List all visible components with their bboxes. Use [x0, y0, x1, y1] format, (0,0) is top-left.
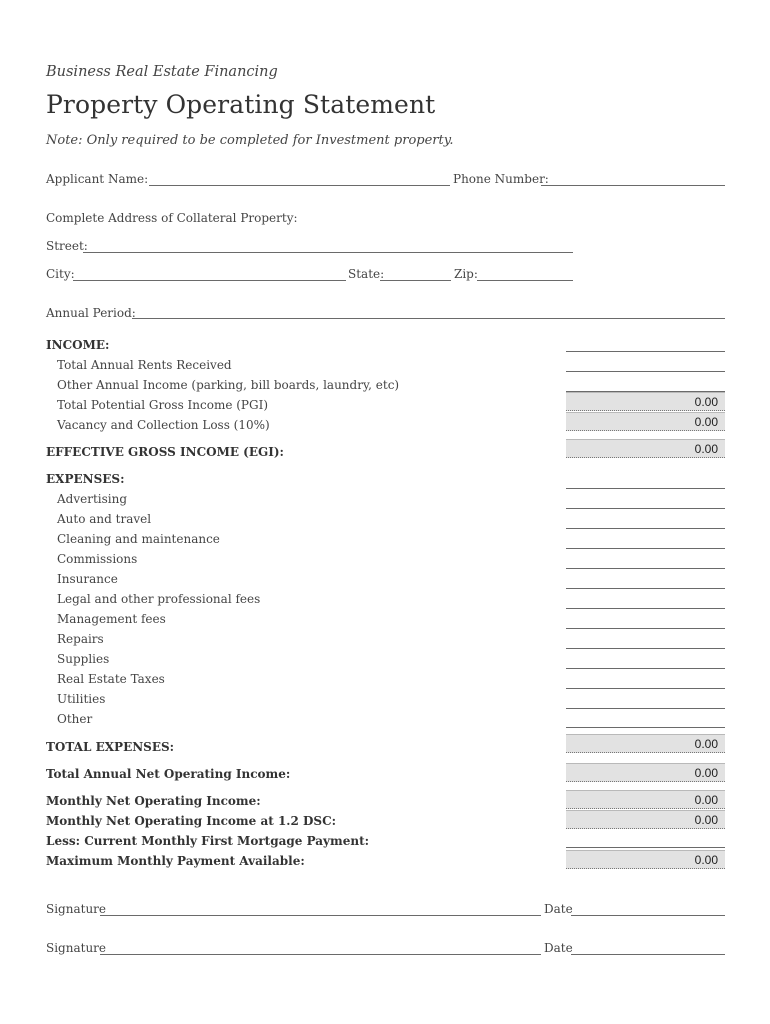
expense-item-label: Legal and other professional fees: [57, 592, 261, 606]
expense-field[interactable]: [566, 628, 725, 629]
expense-field[interactable]: [566, 608, 725, 609]
expense-item-label: Other: [57, 712, 93, 726]
form-supertitle: Business Real Estate Financing: [46, 64, 278, 80]
expense-item-label: Repairs: [57, 632, 104, 646]
signature-label: Signature: [46, 902, 107, 916]
max-payment-value: 0.00: [566, 850, 725, 869]
pgi-value: 0.00: [566, 392, 725, 411]
expense-field[interactable]: [566, 708, 725, 709]
annual-noi-label: Total Annual Net Operating Income:: [46, 767, 291, 781]
expense-item-label: Utilities: [57, 692, 106, 706]
signature-field-1[interactable]: [100, 915, 541, 916]
income-item-label: Vacancy and Collection Loss (10%): [57, 418, 270, 432]
annual-period-field[interactable]: [132, 318, 725, 319]
expense-item-label: Commissions: [57, 552, 138, 566]
applicant-name-field[interactable]: [149, 185, 450, 186]
date-label: Date: [544, 902, 573, 916]
expense-field[interactable]: [566, 688, 725, 689]
total-expenses-value: 0.00: [566, 734, 725, 753]
monthly-noi-label: Monthly Net Operating Income:: [46, 794, 261, 808]
city-label: City:: [46, 267, 75, 281]
less-mortgage-label: Less: Current Monthly First Mortgage Payment:: [46, 834, 370, 848]
city-field[interactable]: [73, 280, 346, 281]
income-item-label: Total Potential Gross Income (PGI): [57, 398, 269, 412]
zip-label: Zip:: [454, 267, 478, 281]
current-mortgage-field[interactable]: [566, 847, 725, 848]
income-heading: INCOME:: [46, 338, 110, 352]
expense-item-label: Advertising: [57, 492, 128, 506]
expense-field[interactable]: [566, 588, 725, 589]
monthly-noi-value: 0.00: [566, 790, 725, 809]
total-rents-field[interactable]: [566, 371, 725, 372]
applicant-name-label: Applicant Name:: [46, 172, 149, 186]
phone-number-field[interactable]: [541, 185, 725, 186]
expense-field[interactable]: [566, 508, 725, 509]
street-label: Street:: [46, 239, 88, 253]
annual-period-label: Annual Period:: [46, 306, 136, 320]
date-label: Date: [544, 941, 573, 955]
address-heading: Complete Address of Collateral Property:: [46, 211, 298, 225]
date-field-1[interactable]: [571, 915, 725, 916]
expense-field[interactable]: [566, 648, 725, 649]
phone-number-label: Phone Number:: [453, 172, 549, 186]
income-item-label: Total Annual Rents Received: [57, 358, 232, 372]
expense-field[interactable]: [566, 727, 725, 728]
egi-value: 0.00: [566, 439, 725, 458]
expense-item-label: Insurance: [57, 572, 118, 586]
expense-field[interactable]: [566, 668, 725, 669]
annual-noi-value: 0.00: [566, 763, 725, 782]
street-field[interactable]: [83, 252, 573, 253]
page-title: Property Operating Statement: [46, 90, 436, 119]
signature-field-2[interactable]: [100, 954, 541, 955]
total-expenses-label: TOTAL EXPENSES:: [46, 740, 175, 754]
expense-item-label: Cleaning and maintenance: [57, 532, 220, 546]
expense-field[interactable]: [566, 548, 725, 549]
state-field[interactable]: [380, 280, 451, 281]
expense-field[interactable]: [566, 528, 725, 529]
expense-item-label: Management fees: [57, 612, 166, 626]
monthly-noi-dsc-label: Monthly Net Operating Income at 1.2 DSC:: [46, 814, 337, 828]
expense-field[interactable]: [566, 568, 725, 569]
expense-item-label: Supplies: [57, 652, 110, 666]
expense-item-label: Auto and travel: [57, 512, 152, 526]
state-label: State:: [348, 267, 385, 281]
expenses-heading: EXPENSES:: [46, 472, 125, 486]
income-total-rents-field-a: [566, 351, 725, 352]
date-field-2[interactable]: [571, 954, 725, 955]
income-item-label: Other Annual Income (parking, bill boards, laundry, etc): [57, 378, 400, 392]
signature-label: Signature: [46, 941, 107, 955]
egi-label: EFFECTIVE GROSS INCOME (EGI):: [46, 445, 284, 459]
vacancy-loss-value: 0.00: [566, 412, 725, 431]
expense-item-label: Real Estate Taxes: [57, 672, 165, 686]
expense-field[interactable]: [566, 488, 725, 489]
form-note: Note: Only required to be completed for Investment property.: [46, 133, 454, 148]
monthly-noi-dsc-value: 0.00: [566, 810, 725, 829]
max-payment-label: Maximum Monthly Payment Available:: [46, 854, 305, 868]
zip-field[interactable]: [477, 280, 573, 281]
